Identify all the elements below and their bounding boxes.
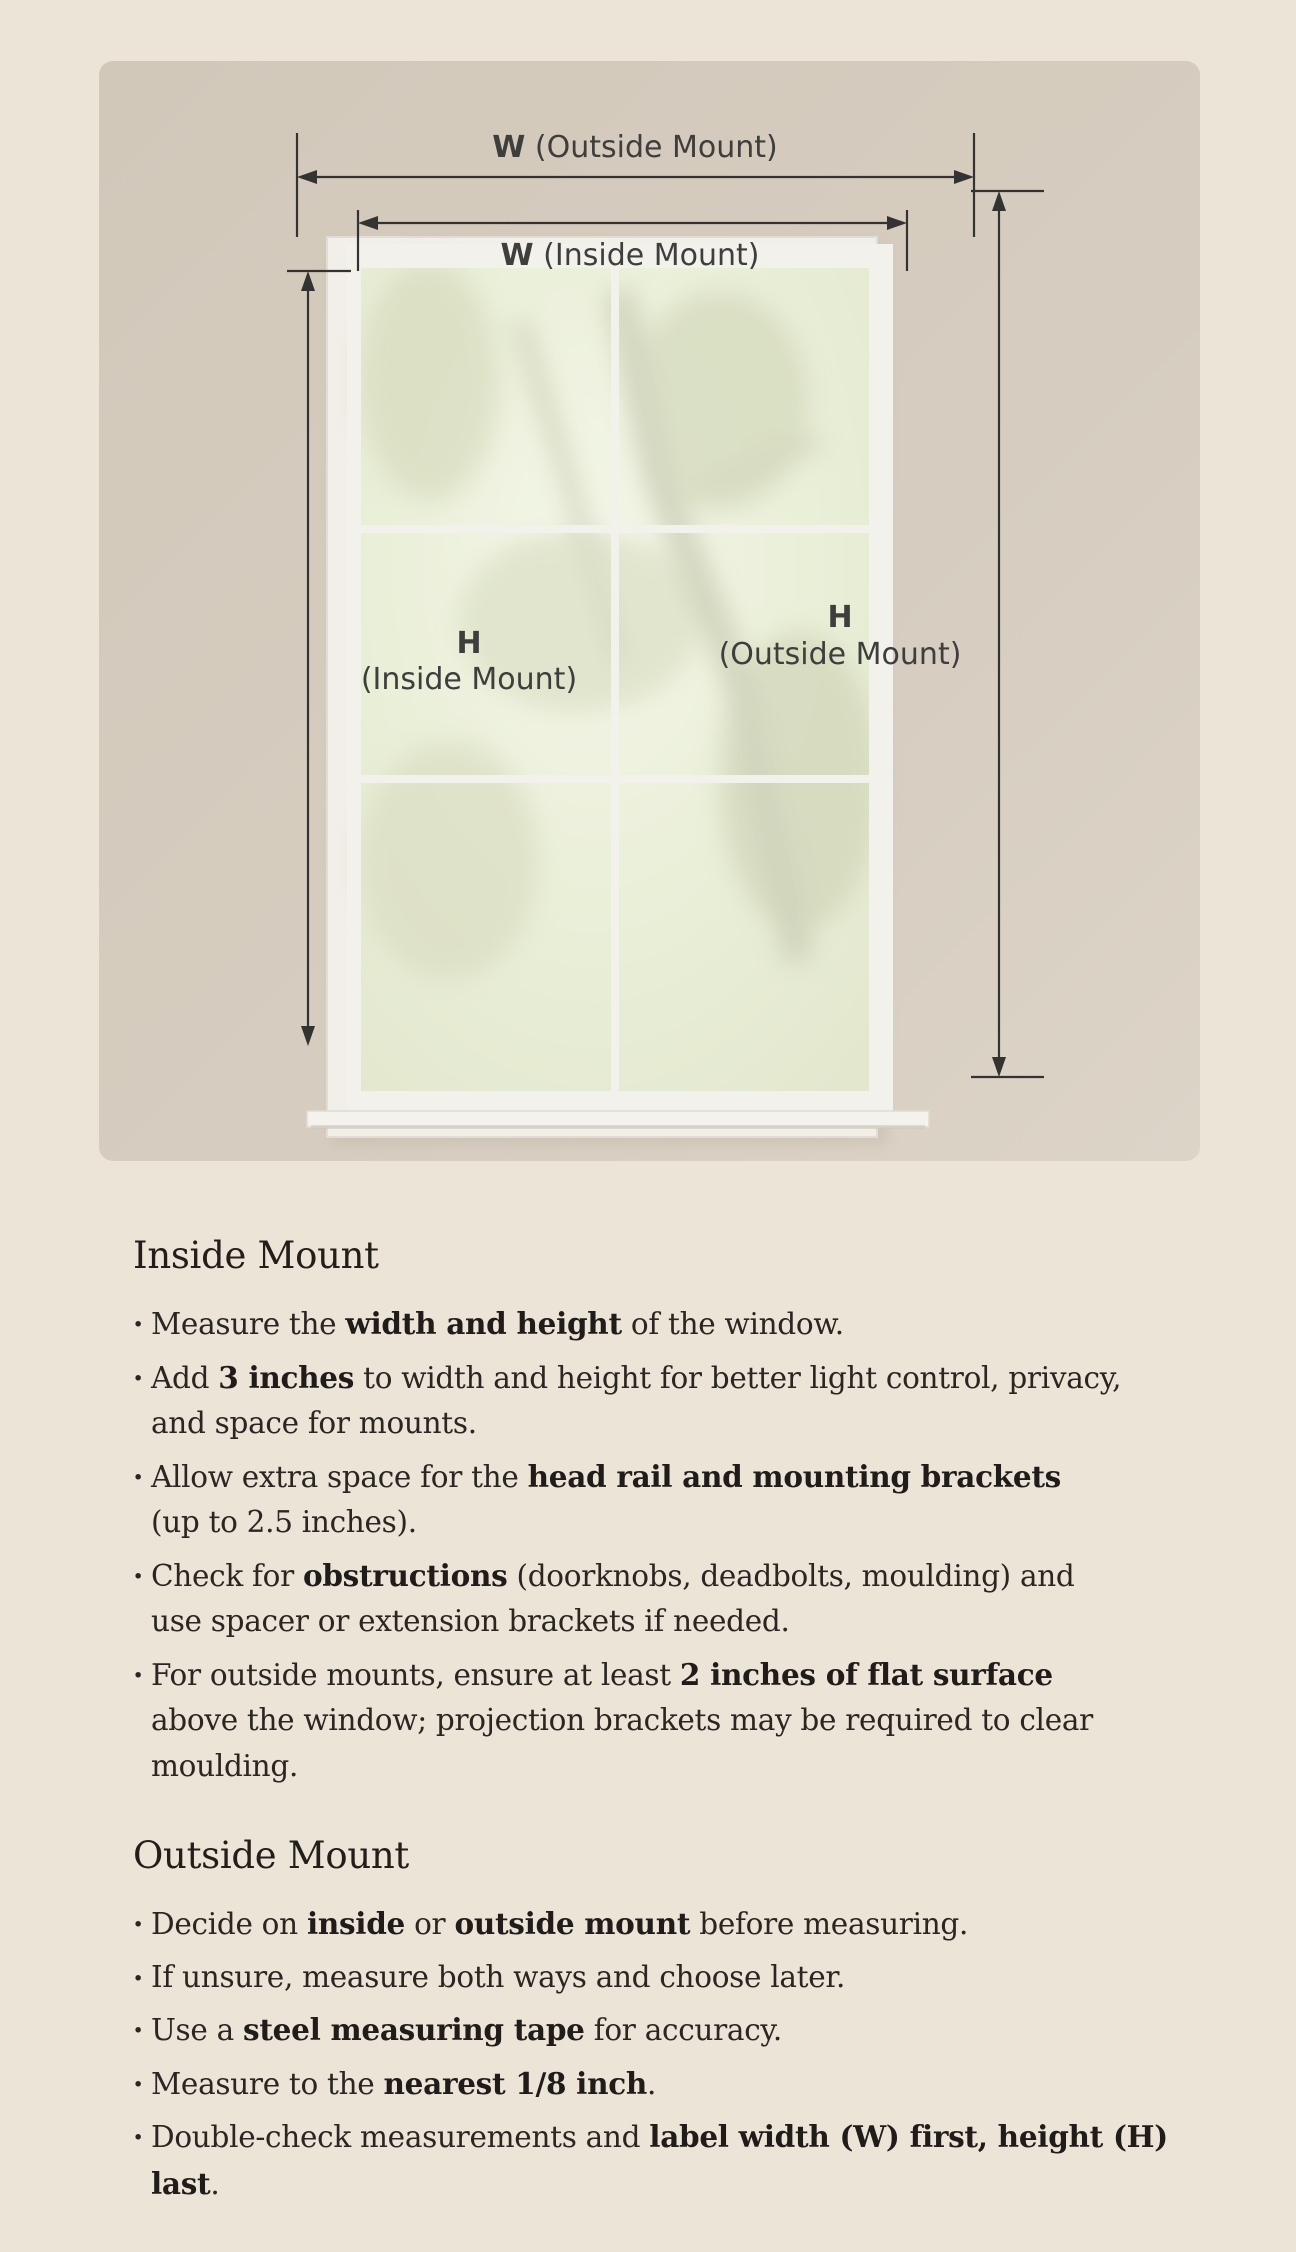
outside-mount-section bbox=[133, 1832, 1213, 2207]
label-h-outside-mount-text: (Outside Mount) bbox=[718, 637, 962, 672]
label-w-inside-mount: W (Inside Mount) bbox=[500, 238, 760, 273]
list-item: · Double-check measurements and label width (W) first, height (H) last. bbox=[133, 2114, 1213, 2207]
label-w-outside-mount: W (Outside Mount) bbox=[492, 130, 778, 165]
window-sill bbox=[307, 1111, 929, 1127]
list-item: · Check for obstructions (doorknobs, deadbolts, moulding) and use spacer or extension brackets if needed. bbox=[133, 1553, 1213, 1645]
list-item: · If unsure, measure both ways and choose later. bbox=[133, 1955, 1213, 2001]
label-h-outside-mount-letter: H bbox=[827, 600, 853, 635]
outside-mount-list bbox=[133, 1901, 1213, 2207]
label-h-inside-mount-text: (Inside Mount) bbox=[360, 662, 578, 697]
list-item: · Measure to the nearest 1/8 inch. bbox=[133, 2061, 1213, 2108]
list-item: · Decide on inside or outside mount before measuring. bbox=[133, 1901, 1213, 1948]
list-item: · Use a steel measuring tape for accuracy. bbox=[133, 2007, 1213, 2054]
outside-mount-title: Outside Mount bbox=[133, 1834, 409, 1877]
inside-mount-list bbox=[133, 1301, 1213, 1789]
list-item: · Add 3 inches to width and height for better light control, privacy, and space for mounts. bbox=[133, 1355, 1213, 1447]
list-item: · For outside mounts, ensure at least 2 inches of flat surface above the window; projection brackets may be required to clear moulding. bbox=[133, 1652, 1111, 1790]
inside-mount-section bbox=[133, 1232, 1213, 1789]
list-item: · Measure the width and height of the window. bbox=[133, 1301, 1213, 1348]
list-item: · Allow extra space for the head rail and mounting brackets (up to 2.5 inches). bbox=[133, 1454, 1213, 1546]
inside-mount-title: Inside Mount bbox=[133, 1234, 379, 1277]
window-measurement-diagram bbox=[99, 61, 1200, 1161]
label-h-inside-mount-letter: H bbox=[456, 626, 482, 661]
